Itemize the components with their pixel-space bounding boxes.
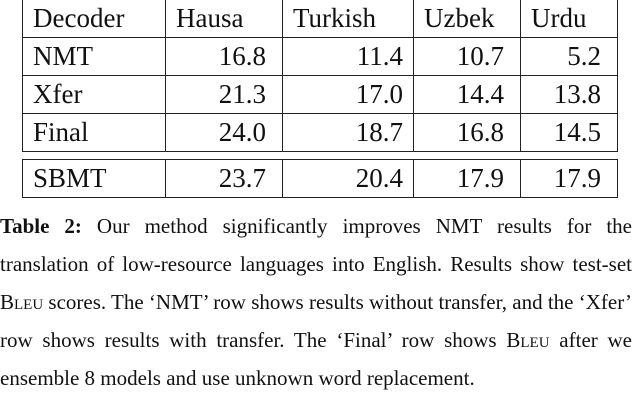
row-label: Xfer (23, 76, 166, 114)
table-cell: 17.0 (283, 76, 414, 114)
caption-text: scores. The ‘NMT’ row shows results without transfer, and the ‘Xfer’ row shows results with transfer. The ‘Final’ row shows (0, 290, 632, 352)
table-cell: 16.8 (166, 38, 283, 76)
table-header-row (23, 0, 618, 38)
table-cell: 20.4 (283, 160, 414, 198)
bleu-term: Bleu (506, 328, 550, 352)
table-cell: 17.9 (414, 160, 521, 198)
column-header: Uzbek (414, 0, 521, 38)
table-cell: 18.7 (283, 114, 414, 152)
table-caption (0, 207, 632, 397)
table-cell: 11.4 (283, 38, 414, 76)
table-cell: 24.0 (166, 114, 283, 152)
baseline-table (22, 159, 618, 198)
caption-text: Our method significantly improves NMT results for the translation of low-resource languages into English. Results show test-set (0, 214, 632, 276)
table-cell: 21.3 (166, 76, 283, 114)
column-header: Decoder (23, 0, 166, 38)
column-header: Turkish (283, 0, 414, 38)
table-cell: 23.7 (166, 160, 283, 198)
row-label: SBMT (23, 160, 166, 198)
row-label: NMT (23, 38, 166, 76)
table-row (23, 38, 618, 76)
table-cell: 14.4 (414, 76, 521, 114)
table-row (23, 114, 618, 152)
table-cell: 5.2 (521, 38, 618, 76)
results-table (22, 0, 618, 152)
table-cell: 16.8 (414, 114, 521, 152)
table-cell: 17.9 (521, 160, 618, 198)
bleu-term: Bleu (0, 290, 44, 314)
table-row (23, 160, 618, 198)
caption-text: after we ensemble 8 models and use unknown word replacement. (0, 328, 632, 390)
table-cell: 14.5 (521, 114, 618, 152)
table-row (23, 76, 618, 114)
table-cell: 10.7 (414, 38, 521, 76)
caption-label: Table 2: (0, 214, 82, 238)
row-label: Final (23, 114, 166, 152)
table-cell: 13.8 (521, 76, 618, 114)
column-header: Urdu (521, 0, 618, 38)
column-header: Hausa (166, 0, 283, 38)
